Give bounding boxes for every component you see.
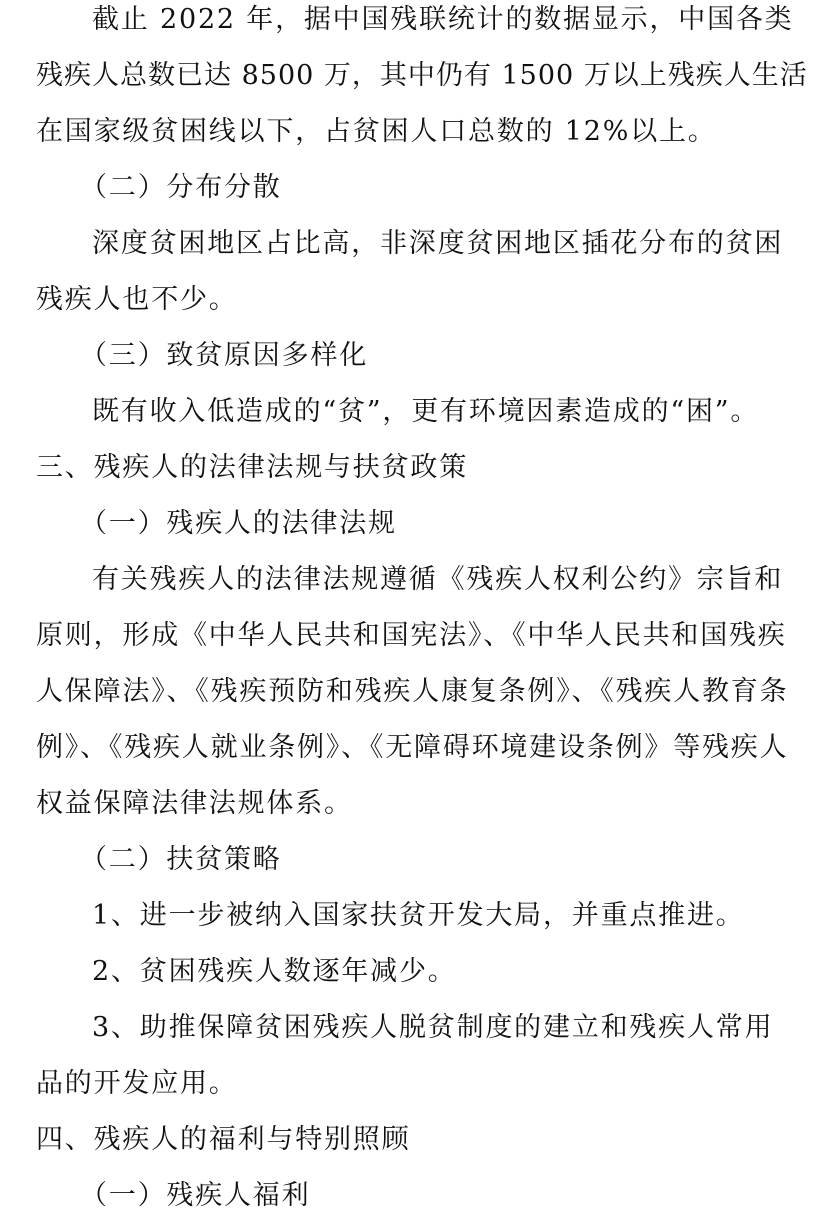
body-text-line: 截止 2022 年，据中国残联统计的数据显示，中国各类 — [92, 4, 794, 35]
body-text-line: 既有收入低造成的“贫”，更有环境因素造成的“困”。 — [92, 396, 760, 427]
body-text-line: 残疾人总数已达 8500 万，其中仍有 1500 万以上残疾人生活 — [36, 60, 808, 91]
body-text-line: 原则，形成《中华人民共和国宪法》、《中华人民共和国残疾 — [36, 620, 787, 651]
section-heading: 三、残疾人的法律法规与扶贫政策 — [36, 452, 468, 483]
body-text-line: 深度贫困地区占比高，非深度贫困地区插花分布的贫困 — [92, 228, 784, 259]
subsection-heading: （一）残疾人福利 — [80, 1180, 311, 1211]
body-text-line: 残疾人也不少。 — [36, 284, 238, 315]
body-text-line: 权益保障法律法规体系。 — [36, 788, 353, 819]
list-item-text: 2、贫困残疾人数逐年减少。 — [92, 956, 457, 987]
list-item-text: 3、助推保障贫困残疾人脱贫制度的建立和残疾人常用 — [92, 1012, 774, 1043]
subsection-heading: （二）分布分散 — [80, 172, 282, 203]
section-heading: 四、残疾人的福利与特别照顾 — [36, 1124, 411, 1155]
body-text-line: 品的开发应用。 — [36, 1068, 238, 1099]
list-item-text: 1、进一步被纳入国家扶贫开发大局，并重点推进。 — [92, 900, 745, 931]
body-text-line: 有关残疾人的法律法规遵循《残疾人权利公约》宗旨和 — [92, 564, 784, 595]
subsection-heading: （二）扶贫策略 — [80, 844, 282, 875]
subsection-heading: （一）残疾人的法律法规 — [80, 508, 397, 539]
body-text-line: 人保障法》、《残疾预防和残疾人康复条例》、《残疾人教育条 — [36, 676, 789, 707]
subsection-heading: （三）致贫原因多样化 — [80, 340, 368, 371]
body-text-line: 例》、《残疾人就业条例》、《无障碍环境建设条例》等残疾人 — [36, 732, 789, 763]
body-text-line: 在国家级贫困线以下，占贫困人口总数的 12%以上。 — [36, 116, 717, 147]
